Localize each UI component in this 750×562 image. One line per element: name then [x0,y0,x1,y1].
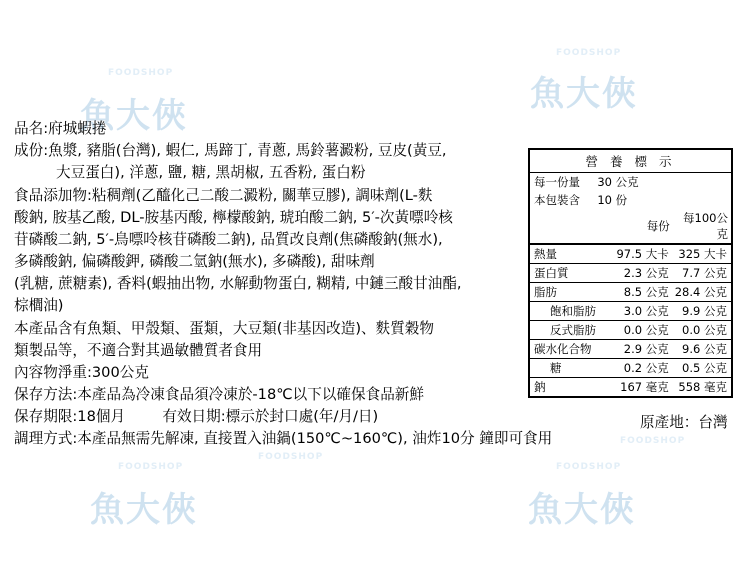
nutrient-per-serving: 0.0 公克 [614,321,672,340]
nutrient-per-serving: 97.5 大卡 [614,244,672,264]
nutrient-per-100g: 7.7 公克 [673,264,731,283]
serving-size-row [530,173,731,192]
additives-line-2: 酸鈉, 胺基乙酸, DL-胺基丙酸, 檸檬酸鈉, 琥珀酸二鈉, 5′-次黃嘌呤核 [14,208,453,226]
watermark-text: FOODSHOP [108,68,174,78]
nutrition-facts-table [528,148,733,398]
nutrient-per-serving: 2.9 公克 [614,340,672,359]
shelf-life: 保存期限:18個月 [14,408,126,426]
watermark-logo: 魚大俠 [90,490,198,530]
nutrient-per-serving: 3.0 公克 [614,302,672,321]
nutrient-label: 蛋白質 [530,264,614,283]
watermark-text: FOODSHOP [620,436,686,446]
allergen-line-1: 本產品含有魚類、甲殼類、蛋類，大豆類(非基因改造)、麩質穀物 [14,319,435,337]
nutrient-per-100g: 0.0 公克 [673,321,731,340]
nutrient-per-serving: 167 毫克 [614,378,672,397]
nutrient-label: 鈉 [530,378,614,397]
table-row [530,378,731,397]
additives-line-1: 食品添加物:粘稠劑(乙醯化己二酸二澱粉, 關華豆膠), 調味劑(L-麩 [14,186,433,204]
watermark-text: FOODSHOP [118,462,184,472]
cooking-method: 調理方式:本產品無需先解凍, 直接置入油鍋(150℃~160℃), 油炸10分 鐘即可食用 [14,430,553,448]
nutrient-per-serving: 0.2 公克 [614,359,672,378]
additives-line-4: 多磷酸鈉, 偏磷酸鉀, 磷酸二氫鈉(無水), 多磷酸), 甜味劑 [14,253,375,271]
nutrient-per-100g: 325 大卡 [673,244,731,264]
serving-size-label: 每一份量 [534,175,580,189]
additives-line-5: (乳糖, 蔗糖素), 香料(蝦抽出物, 水解動物蛋白, 糊精, 中鏈三酸甘油酯, [14,275,462,293]
table-row [530,340,731,359]
nutrition-col-per-serving: 每份 [646,219,670,233]
additives-line-6: 棕櫚油) [14,297,64,315]
watermark-text: FOODSHOP [258,452,324,462]
watermark-logo: 魚大俠 [528,490,636,530]
allergen-line-2: 類製品等，不適合對其過敏體質者食用 [14,341,263,359]
package-count-label: 本包裝含 [534,193,580,207]
watermark-text: FOODSHOP [556,462,622,472]
nutrient-per-100g: 28.4 公克 [673,283,731,302]
nutrient-label: 反式脂肪 [530,321,614,340]
table-row [530,283,731,302]
nutrient-per-serving: 8.5 公克 [614,283,672,302]
nutrient-per-serving: 2.3 公克 [614,264,672,283]
ingredients-line-2: 大豆蛋白), 洋蔥, 鹽, 糖, 黑胡椒, 五香粉, 蛋白粉 [56,164,366,182]
nutrient-per-100g: 9.9 公克 [673,302,731,321]
nutrient-per-100g: 558 毫克 [673,378,731,397]
package-count-value: 10 份 [597,193,628,207]
origin-country: 原產地：台灣 [640,414,728,431]
watermark-text: FOODSHOP [556,48,622,58]
serving-size-value: 30 公克 [597,175,639,189]
product-name: 品名:府城蝦捲 [14,120,107,137]
nutrient-label: 飽和脂肪 [530,302,614,321]
table-row [530,359,731,378]
table-row [530,264,731,283]
nutrient-label: 糖 [530,359,614,378]
table-row [530,244,731,264]
nutrition-col-blank [530,209,614,244]
ingredients-line-1: 成份:魚漿, 豬脂(台灣), 蝦仁, 馬蹄丁, 青蔥, 馬鈴薯澱粉, 豆皮(黃豆, [14,142,447,160]
watermark-logo: 魚大俠 [80,96,188,136]
nutrient-per-100g: 0.5 公克 [673,359,731,378]
package-count-row [530,191,731,209]
nutrition-col-per-100g: 每100公克 [683,211,728,241]
nutrient-label: 碳水化合物 [530,340,614,359]
nutrition-title: 營 養 標 示 [530,150,731,173]
nutrient-label: 熱量 [530,244,614,264]
watermark-logo: 魚大俠 [530,74,638,114]
shelf-life-row [14,406,534,428]
storage-method: 保存方法:本產品為冷凍食品須冷凍於-18℃以下以確保食品新鮮 [14,386,424,404]
additives-line-3: 苷磷酸二鈉, 5′-鳥嘌呤核苷磷酸二鈉), 品質改良劑(焦磷酸鈉(無水), [14,230,443,248]
table-row [530,302,731,321]
table-row [530,321,731,340]
nutrient-label: 脂肪 [530,283,614,302]
net-weight: 內容物淨重:300公克 [14,363,149,381]
nutrient-per-100g: 9.6 公克 [673,340,731,359]
expiry-date: 有效日期:標示於封口處(年/月/日) [162,408,379,426]
